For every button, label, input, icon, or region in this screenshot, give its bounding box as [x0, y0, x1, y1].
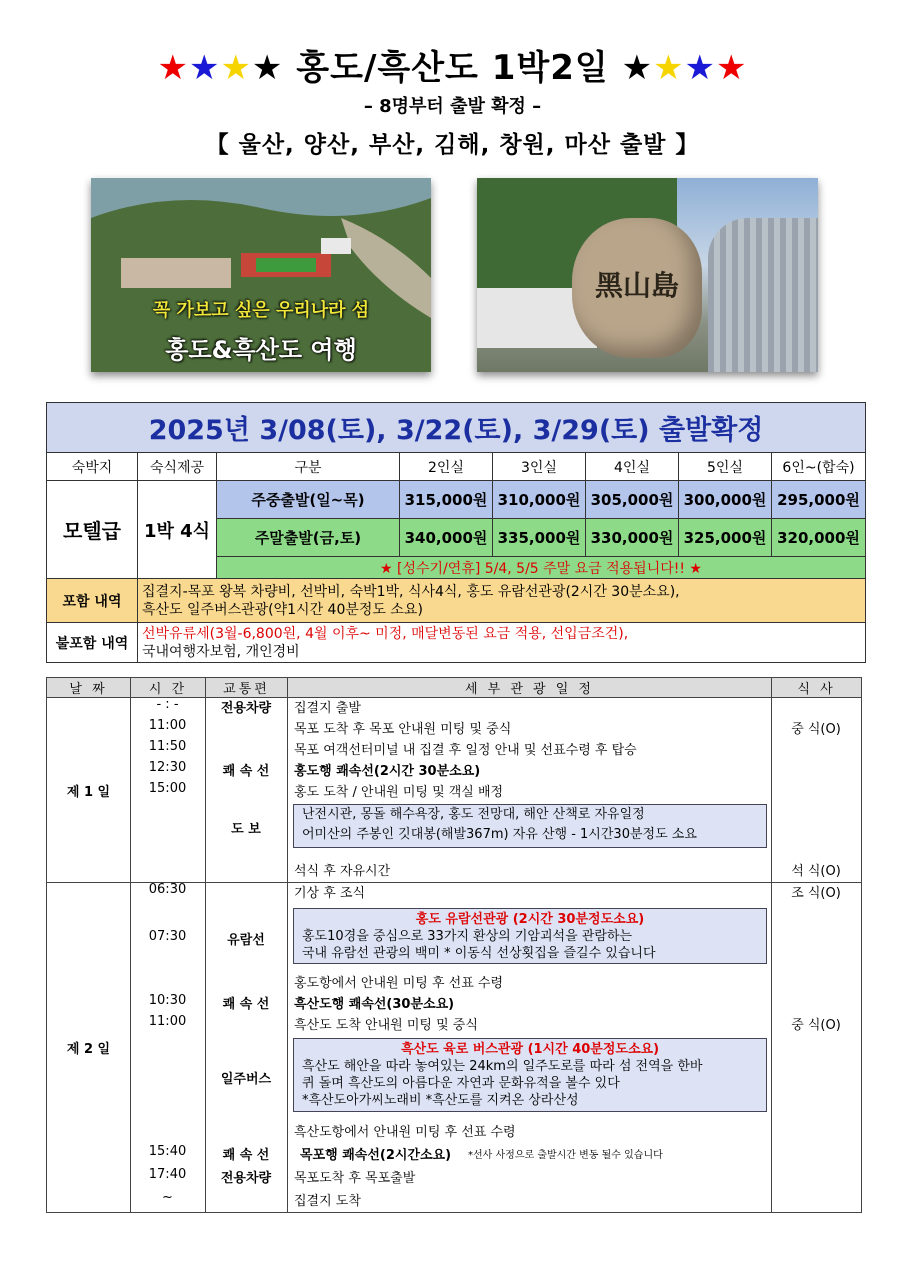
transport: 전용차량 — [220, 701, 272, 716]
time: 07:30 — [148, 929, 187, 944]
weekend-price: 325,000원 — [679, 519, 772, 557]
transport: 일주버스 — [220, 1072, 272, 1087]
weekend-label: 주말출발(금,토) — [217, 519, 400, 557]
detail: 홍도 도착 / 안내원 미팅 및 객실 배정 — [294, 785, 504, 800]
day-2-label: 제 2 일 — [47, 883, 131, 1213]
weekend-price: 335,000원 — [493, 519, 586, 557]
col-2p: 2인실 — [400, 453, 493, 481]
departure-cities: 【 울산, 양산, 부산, 김해, 창원, 마산 출발 】 — [205, 132, 700, 158]
col-4p: 4인실 — [586, 453, 679, 481]
free-activity-box: 난전시관, 몽돌 해수욕장, 홍도 전망대, 해안 산책로 자유일정 어미산의 주봉인 깃대봉(해발367m) 자유 산행 - 1시간30분정도 소요 — [293, 804, 767, 848]
time: 12:30 — [148, 760, 187, 775]
col-meals: 숙식제공 — [138, 453, 217, 481]
detail: 기상 후 조식 — [294, 886, 366, 901]
hongdo-photo — [91, 178, 431, 372]
departure-banner: 2025년 3/08(토), 3/22(토), 3/29(토) 출발확정 — [47, 403, 866, 453]
transport: 전용차량 — [220, 1171, 272, 1186]
day-1-label: 제 1 일 — [47, 698, 131, 883]
heuksando-photo — [477, 178, 818, 372]
lodging-value: 모텔급 — [47, 481, 138, 579]
time: 11:00 — [148, 718, 187, 733]
time: 15:40 — [148, 1144, 187, 1159]
detail: 집결지 출발 — [294, 701, 361, 716]
detail: 흑산도항에서 안내원 미팅 후 선표 수령 — [294, 1125, 516, 1140]
detail: 목포행 쾌속선(2시간소요) — [300, 1148, 452, 1163]
meal: 석 식(O) — [791, 864, 841, 879]
transport: 도 보 — [231, 822, 261, 837]
weekday-price: 310,000원 — [493, 481, 586, 519]
time: 06:30 — [148, 882, 187, 897]
weekday-label: 주중출발(일~목) — [217, 481, 400, 519]
detail: 석식 후 자유시간 — [294, 864, 391, 879]
weekend-price: 330,000원 — [586, 519, 679, 557]
title-text: 홍도/흑산도 1박2일 — [296, 48, 609, 88]
page-title: ★★★★ 홍도/흑산도 1박2일 ★★★★ — [157, 48, 748, 88]
time: 10:30 — [148, 993, 187, 1008]
col-date: 날 짜 — [47, 678, 131, 698]
col-5p: 5인실 — [679, 453, 772, 481]
weekend-price: 340,000원 — [400, 519, 493, 557]
excluded-label: 불포함 내역 — [47, 623, 138, 663]
meal: 중 식(O) — [791, 1018, 841, 1033]
meal: 조 식(O) — [791, 886, 841, 901]
col-details: 세 부 관 광 일 정 — [288, 678, 772, 698]
weekday-price: 315,000원 — [400, 481, 493, 519]
transport: 쾌 속 선 — [222, 764, 270, 779]
col-time: 시 간 — [131, 678, 206, 698]
time: ~ — [162, 1190, 173, 1205]
detail: 홍도항에서 안내원 미팅 후 선표 수령 — [294, 976, 504, 991]
col-meal: 식 사 — [772, 678, 862, 698]
detail: 목포 도착 후 목포 안내원 미팅 및 중식 — [294, 722, 512, 737]
photo-caption-2: 홍도&흑산도 여행 — [165, 336, 357, 364]
time: 17:40 — [148, 1167, 187, 1182]
peak-season-note: ★ [성수기/연휴] 5/4, 5/5 주말 요금 적용됩니다!! ★ — [217, 557, 866, 579]
price-table — [46, 402, 866, 663]
weekend-price: 320,000원 — [772, 519, 866, 557]
weekday-price: 295,000원 — [772, 481, 866, 519]
excluded-details: 선박유류세(3월-6,800원, 4월 이후~ 미정, 매달변동된 요금 적용, 선입금조건), 국내여행자보험, 개인경비 — [138, 623, 866, 663]
weekday-price: 305,000원 — [586, 481, 679, 519]
shed-building — [708, 218, 818, 372]
heuksando-rock: 黑山島 — [572, 218, 702, 358]
bus-tour-box: 흑산도 육로 버스관광 (1시간 40분정도소요) 흑산도 해안을 따라 놓여있는 24km의 일주도로를 따라 섬 전역을 한바 퀴 돌며 흑산도의 아름다운 자연과 문화유적을 볼수 있다 *흑산도아가씨노래비 *흑산도를 지켜온 상라산성 — [293, 1038, 767, 1112]
meal: 중 식(O) — [791, 722, 841, 737]
time: - : - — [156, 697, 179, 712]
col-6p: 6인~(합숙) — [772, 453, 866, 481]
detail: 집결지 도착 — [294, 1194, 361, 1209]
included-details: 집결지-목포 왕복 차량비, 선박비, 숙박1박, 식사4식, 홍도 유람선관광(2시간 30분소요), 흑산도 일주버스관광(약1시간 40분정도 소요) — [138, 579, 866, 623]
subtitle: – 8명부터 출발 확정 – — [363, 96, 542, 117]
photo-caption-1: 꼭 가보고 싶은 우리나라 섬 — [152, 300, 370, 321]
col-type: 구분 — [217, 453, 400, 481]
transport: 쾌 속 선 — [222, 997, 270, 1012]
detail: 홍도행 쾌속선(2시간 30분소요) — [294, 764, 481, 779]
included-label: 포함 내역 — [47, 579, 138, 623]
weekday-price: 300,000원 — [679, 481, 772, 519]
detail: 목포 여객선터미널 내 집결 후 일정 안내 및 선표수령 후 탑승 — [294, 743, 637, 758]
col-transport: 교통편 — [206, 678, 288, 698]
detail: 흑산도 도착 안내원 미팅 및 중식 — [294, 1018, 478, 1033]
time: 11:50 — [148, 739, 187, 754]
time: 15:00 — [148, 781, 187, 796]
cruise-box: 홍도 유람선관광 (2시간 30분정도소요) 홍도10경을 중심으로 33가지 환상의 기암괴석을 관람하는 국내 유람선 관광의 백미 * 이동식 선상횟집을 즐길수 있습니다 — [293, 908, 767, 964]
col-3p: 3인실 — [493, 453, 586, 481]
time: 11:00 — [148, 1014, 187, 1029]
detail: 흑산도행 쾌속선(30분소요) — [294, 997, 455, 1012]
meals-value: 1박 4식 — [138, 481, 217, 579]
transport: 유람선 — [227, 933, 265, 948]
col-lodging: 숙박지 — [47, 453, 138, 481]
detail-note: *선사 사정으로 출발시간 변동 될수 있습니다 — [468, 1150, 663, 1161]
detail: 목포도착 후 목포출발 — [294, 1171, 416, 1186]
transport: 쾌 속 선 — [222, 1148, 270, 1163]
